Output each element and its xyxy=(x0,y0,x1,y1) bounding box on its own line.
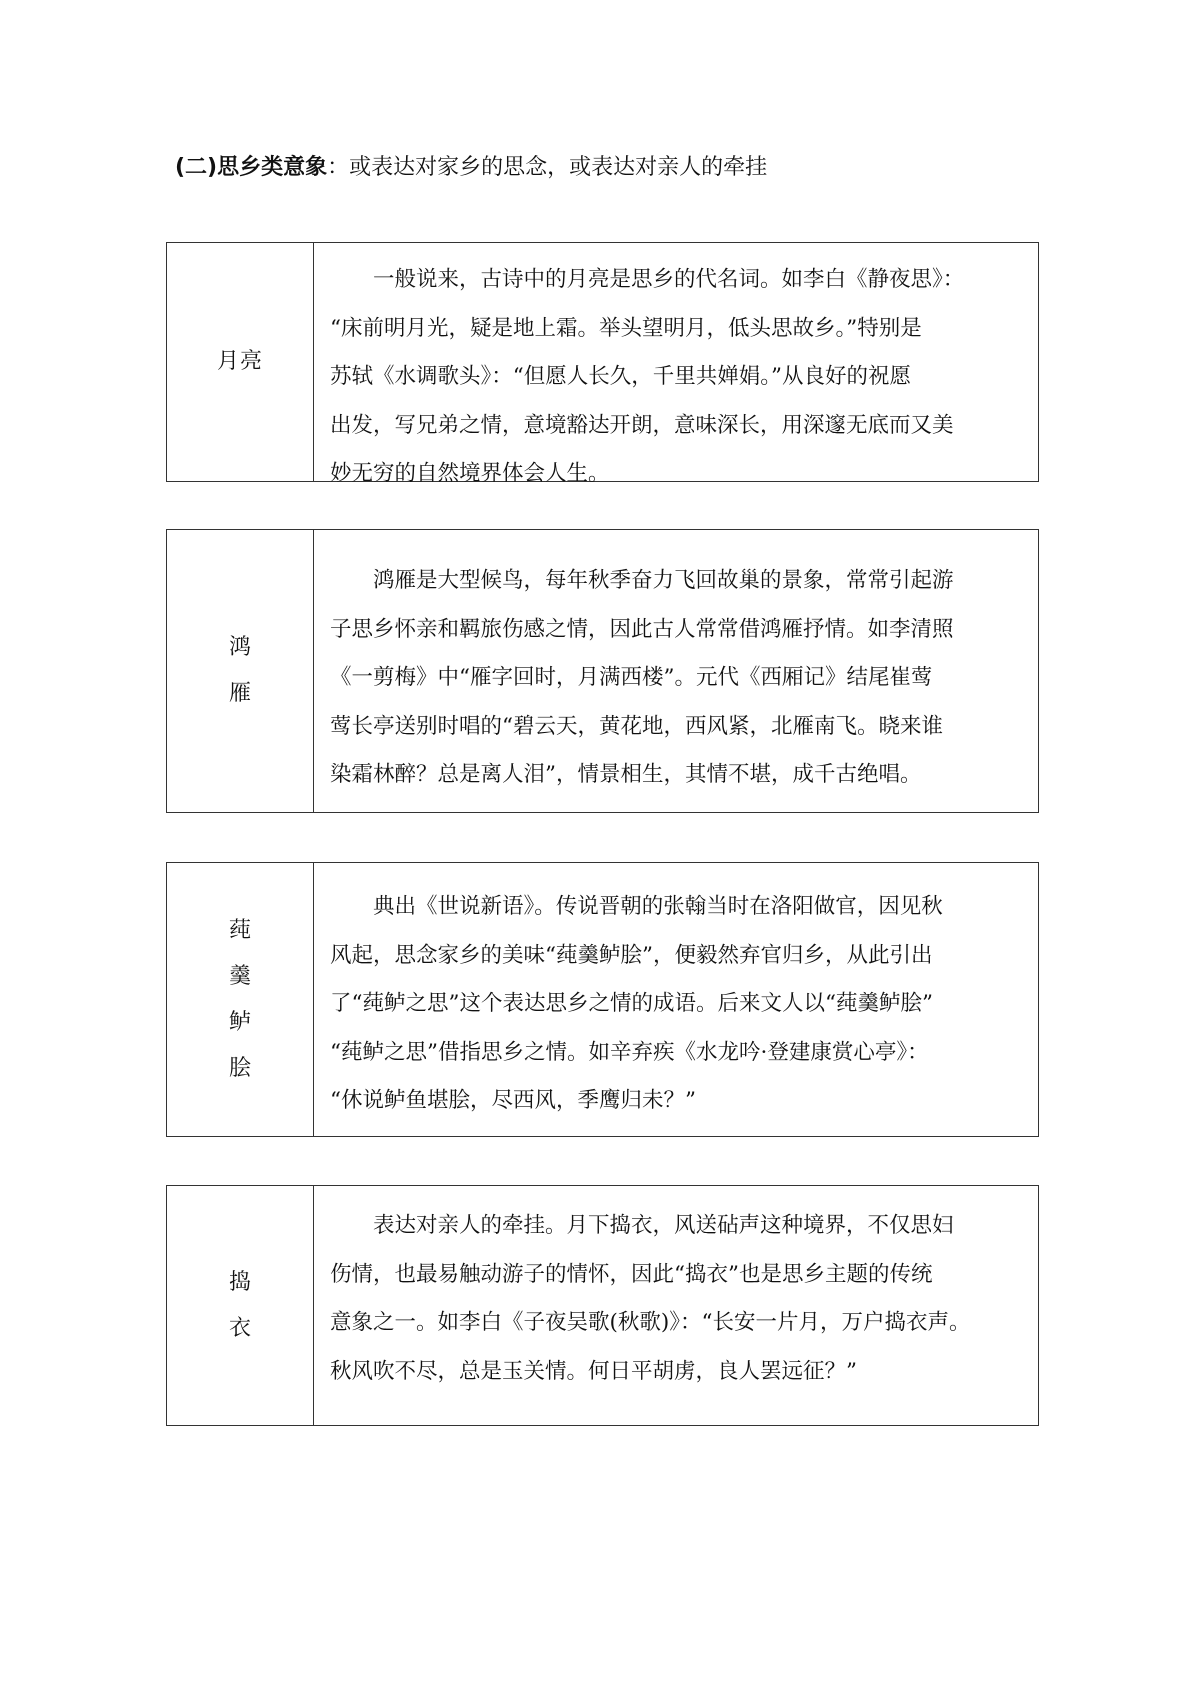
entry-box-moon xyxy=(166,242,1039,487)
description-line: 典出《世说新语》。传说晋朝的张翰当时在洛阳做官，因见秋 xyxy=(373,894,943,919)
description-line: “床前明月光，疑是地上霜。举头望明月，低头思故乡。”特别是 xyxy=(330,315,922,341)
entry-term: 月亮 xyxy=(167,243,314,481)
section-heading xyxy=(175,152,767,184)
section-heading-label: (二)思乡类意象 xyxy=(175,155,328,180)
description-line: 伤情，也最易触动游子的情怀，因此“捣衣”也是思乡主题的传统 xyxy=(330,1261,933,1287)
description-line: 染霜林醉？总是离人泪”，情景相生，其情不堪，成千古绝唱。 xyxy=(330,762,922,788)
description-line: 子思乡怀亲和羁旅伤感之情，因此古人常常借鸿雁抒情。如李清照 xyxy=(330,616,954,642)
description-line: 意象之一。如李白《子夜吴歌(秋歌)》：“长安一片月，万户捣衣声。 xyxy=(330,1310,971,1336)
entry-description xyxy=(314,863,1038,1136)
entry-term xyxy=(167,1186,314,1425)
description-line: 出发，写兄弟之情，意境豁达开朗，意味深长，用深邃无底而又美 xyxy=(330,412,954,438)
description-line: 妙无穷的自然境界体会人生。 xyxy=(330,461,610,487)
entry-term-char: 衣 xyxy=(228,1315,251,1341)
entry-term-char: 莼 xyxy=(228,917,251,943)
description-line: 莺长亭送别时唱的“碧云天，黄花地，西风紧，北雁南飞。晓来谁 xyxy=(330,713,943,739)
entry-description xyxy=(314,243,1038,487)
entry-description xyxy=(314,1186,1038,1425)
entry-box-wild-goose xyxy=(166,529,1039,813)
entry-description xyxy=(314,530,1038,812)
entry-term-char: 脍 xyxy=(228,1055,251,1081)
description-line: 苏轼《水调歌头》：“但愿人长久，千里共婵娟。”从良好的祝愿 xyxy=(330,364,911,390)
entry-term xyxy=(167,530,314,812)
entry-term-char: 捣 xyxy=(228,1269,251,1295)
description-line: “莼鲈之思”借指思乡之情。如辛弃疾《水龙吟·登建康赏心亭》： xyxy=(330,1039,929,1065)
description-line: 一般说来，古诗中的月亮是思乡的代名词。如李白《静夜思》： xyxy=(373,267,965,292)
description-line: 秋风吹不尽，总是玉关情。何日平胡虏，良人罢远征？” xyxy=(330,1358,857,1384)
entry-box-pounding-clothes xyxy=(166,1185,1039,1426)
entry-term-char: 鸿 xyxy=(228,635,251,660)
section-heading-text: ：或表达对家乡的思念，或表达对亲人的牵挂 xyxy=(327,155,768,180)
entry-term-char: 鲈 xyxy=(228,1009,251,1035)
description-line: 《一剪梅》中“雁字回时，月满西楼”。元代《西厢记》结尾崔莺 xyxy=(330,665,933,691)
entry-term-char: 羹 xyxy=(228,963,251,989)
entry-term-char: 雁 xyxy=(228,681,251,706)
description-line: 表达对亲人的牵挂。月下捣衣，风送砧声这种境界，不仅思妇 xyxy=(373,1213,954,1238)
description-line: “休说鲈鱼堪脍，尽西风，季鹰归未？” xyxy=(330,1088,696,1114)
entry-term xyxy=(167,863,314,1136)
description-line: 鸿雁是大型候鸟，每年秋季奋力飞回故巢的景象，常常引起游 xyxy=(373,568,954,593)
entry-box-water-shield-perch xyxy=(166,862,1039,1137)
description-line: 了“莼鲈之思”这个表达思乡之情的成语。后来文人以“莼羹鲈脍” xyxy=(330,991,933,1017)
description-line: 风起，思念家乡的美味“莼羹鲈脍”，便毅然弃官归乡，从此引出 xyxy=(330,942,933,968)
